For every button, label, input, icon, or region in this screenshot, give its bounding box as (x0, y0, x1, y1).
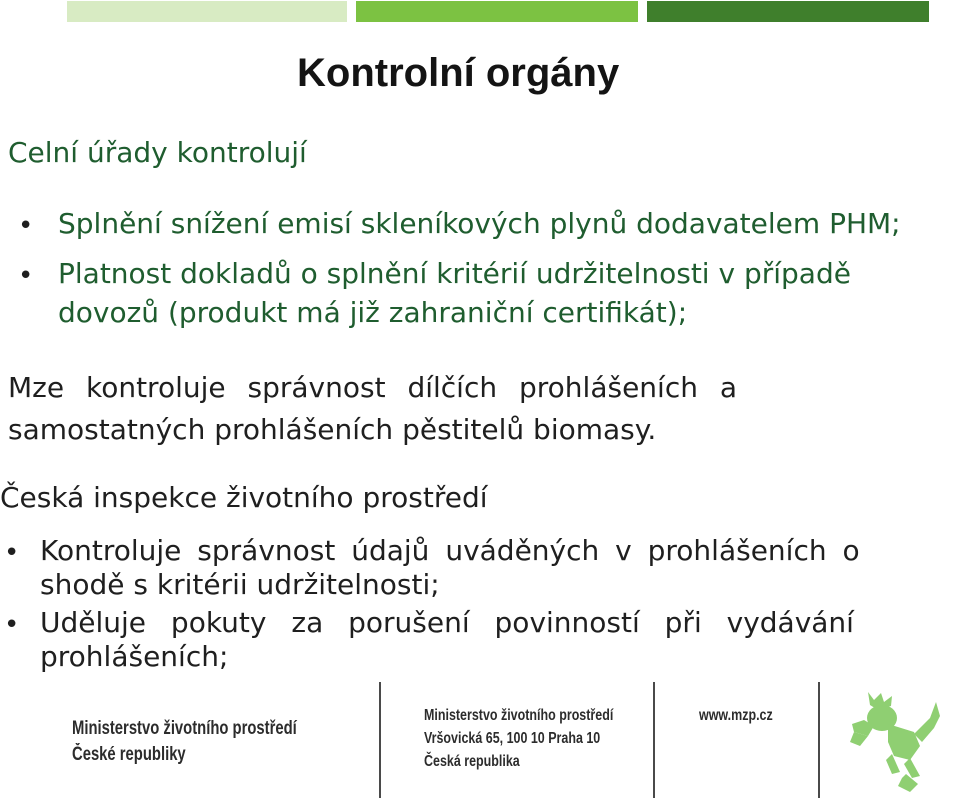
address-line-3: Česká republika (424, 753, 520, 770)
header-bar-dark (647, 1, 929, 22)
header-bar-light (67, 1, 347, 22)
address-line-2: Vršovická 65, 100 10 Praha 10 (424, 730, 601, 747)
cizp-bullet-1-line-1: Kontroluje správnost údajů uváděných v prohlášeních o (40, 534, 860, 567)
lion-emblem-icon (848, 688, 944, 800)
cizp-heading: Česká inspekce životního prostředí (0, 481, 488, 514)
ministry-logo-line-2: České republiky (72, 744, 186, 765)
mze-line-1: Mze kontroluje správnost dílčích prohlášeních a (8, 371, 738, 404)
footer-divider (379, 682, 381, 798)
address-line-1: Ministerstvo životního prostředí (424, 707, 614, 724)
footer-divider (818, 682, 820, 798)
celni-heading: Celní úřady kontrolují (8, 136, 307, 169)
bullet-icon: • (18, 261, 34, 291)
bullet-icon: • (4, 610, 20, 640)
bullet-icon: • (4, 538, 20, 568)
celni-bullet-1-line-1: Splnění snížení emisí skleníkových plynů dodavatelem PHM; (58, 207, 901, 240)
cizp-bullet-2-line-1: Uděluje pokuty za porušení povinností při vydávání (40, 606, 854, 639)
celni-bullet-2-line-1: Platnost dokladů o splnění kritérií udržitelnosti v případě (58, 257, 851, 290)
slide-title: Kontrolní orgány (297, 51, 620, 95)
mze-line-2: samostatných prohlášeních pěstitelů biomasy. (8, 413, 657, 446)
bullet-icon: • (18, 211, 34, 241)
celni-bullet-2-line-2: dovozů (produkt má již zahraniční certifikát); (58, 296, 688, 329)
footer-divider (653, 682, 655, 798)
ministry-logo-line-1: Ministerstvo životního prostředí (72, 718, 297, 739)
cizp-bullet-2-line-2: prohlášeních; (40, 640, 229, 673)
website-link[interactable]: www.mzp.cz (699, 707, 773, 724)
cizp-bullet-1-line-2: shodě s kritérii udržitelnosti; (40, 568, 440, 601)
header-bar-mid (356, 1, 638, 22)
